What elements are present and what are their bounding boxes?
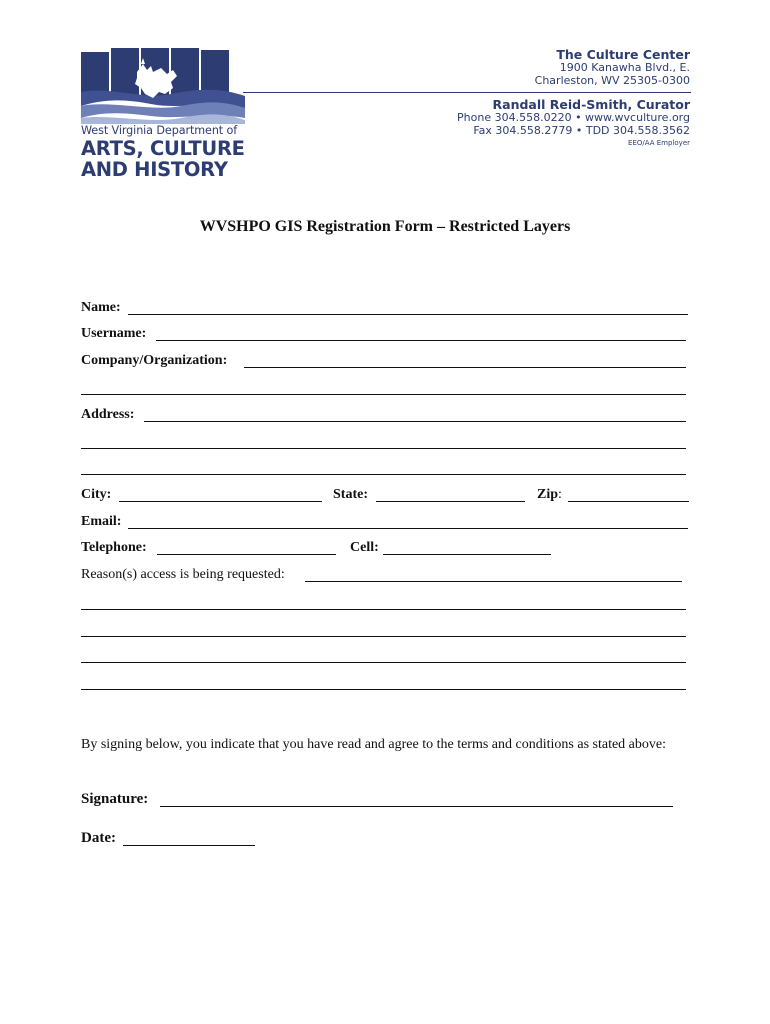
zip-label: Zip	[537, 487, 559, 502]
west-virginia-map-icon	[81, 48, 245, 124]
company-blank[interactable]	[244, 367, 686, 368]
reasons-line-2[interactable]	[81, 609, 686, 610]
address-line-3-blank[interactable]	[81, 474, 686, 475]
reasons-label: Reason(s) access is being requested:	[81, 567, 285, 582]
curator-name: Randall Reid-Smith, Curator	[492, 97, 690, 112]
reasons-blank[interactable]	[305, 581, 682, 582]
zip-label-group	[537, 487, 562, 503]
email-blank[interactable]	[128, 528, 688, 529]
company-label: Company/Organization:	[81, 353, 228, 368]
username-label: Username:	[81, 326, 147, 341]
department-line-2: ARTS, CULTURE	[81, 137, 245, 160]
email-field[interactable]	[81, 512, 688, 532]
company-extra-line[interactable]	[81, 394, 686, 395]
department-name	[81, 124, 251, 180]
eeo-statement: EEO/AA Employer	[628, 139, 690, 147]
name-blank[interactable]	[128, 314, 688, 315]
city-label: City:	[81, 487, 112, 502]
cell-blank[interactable]	[383, 554, 551, 555]
phone-row	[81, 538, 551, 558]
date-field[interactable]	[81, 827, 255, 849]
name-label: Name:	[81, 300, 121, 315]
company-field[interactable]	[81, 351, 686, 371]
reasons-line-5[interactable]	[81, 689, 686, 690]
phone-line: Phone 304.558.0220 • www.wvculture.org	[457, 111, 690, 124]
form-title: WVSHPO GIS Registration Form – Restricted Layers	[199, 218, 571, 235]
date-blank[interactable]	[123, 845, 255, 846]
agency-logo	[81, 48, 245, 182]
zip-blank[interactable]	[568, 501, 689, 502]
city-blank[interactable]	[119, 501, 322, 502]
reasons-line-4[interactable]	[81, 662, 686, 663]
name-field[interactable]	[81, 298, 688, 318]
city-state-zip-row	[81, 485, 689, 505]
telephone-label: Telephone:	[81, 540, 147, 555]
address-field[interactable]	[81, 405, 686, 425]
date-label: Date:	[81, 830, 116, 846]
reasons-line-3[interactable]	[81, 636, 686, 637]
signature-label: Signature:	[81, 791, 149, 807]
signature-blank[interactable]	[160, 806, 673, 807]
reasons-field[interactable]	[81, 565, 682, 585]
org-name: The Culture Center	[556, 47, 690, 62]
department-line-1: West Virginia Department of	[81, 124, 238, 137]
address-label: Address:	[81, 407, 135, 422]
zip-colon: :	[558, 487, 562, 502]
department-line-3: AND HISTORY	[81, 158, 228, 181]
address-line-2: Charleston, WV 25305-0300	[534, 74, 690, 87]
telephone-blank[interactable]	[157, 554, 336, 555]
state-label: State:	[333, 487, 368, 502]
agreement-text: By signing below, you indicate that you have read and agree to the terms and conditions as stated above:	[81, 737, 666, 752]
address-blank[interactable]	[144, 421, 686, 422]
cell-label: Cell:	[350, 540, 379, 555]
username-field[interactable]	[81, 324, 686, 344]
username-blank[interactable]	[156, 340, 686, 341]
fax-line: Fax 304.558.2779 • TDD 304.558.3562	[473, 124, 690, 137]
address-line-2-blank[interactable]	[81, 448, 686, 449]
address-line-1: 1900 Kanawha Blvd., E.	[559, 61, 690, 74]
state-blank[interactable]	[376, 501, 525, 502]
signature-field[interactable]	[81, 788, 673, 810]
email-label: Email:	[81, 514, 122, 529]
letterhead-divider	[243, 92, 691, 93]
